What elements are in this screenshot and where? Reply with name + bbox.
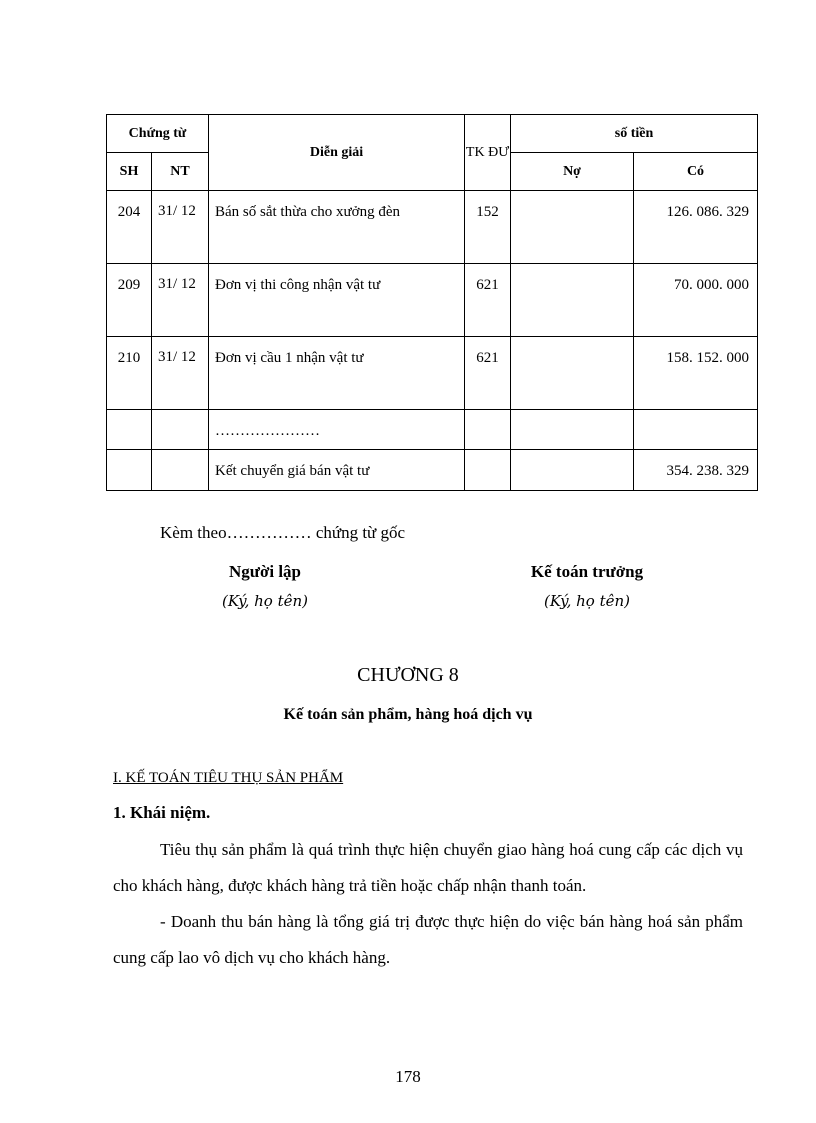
attachment-note: Kèm theo…………… chứng từ gốc xyxy=(160,523,406,542)
cell-desc: Đơn vị cầu 1 nhận vật tư xyxy=(209,337,465,410)
cell-no xyxy=(511,337,634,410)
cell-desc: Đơn vị thi công nhận vật tư xyxy=(209,264,465,337)
cell-nt xyxy=(152,450,209,491)
header-so-tien: số tiền xyxy=(511,115,758,153)
table-row xyxy=(107,264,758,337)
table-row xyxy=(107,450,758,491)
cell-no xyxy=(511,450,634,491)
preparer-signature xyxy=(200,562,330,610)
section-heading: I. KẾ TOÁN TIÊU THỤ SẢN PHẨM xyxy=(113,770,344,786)
header-no: Nợ xyxy=(511,153,634,191)
cell-co xyxy=(634,410,758,450)
chapter-subtitle: Kế toán sản phẩm, hàng hoá dịch vụ xyxy=(283,706,533,723)
cell-co: 126. 086. 329 xyxy=(634,191,758,264)
table-row xyxy=(107,191,758,264)
cell-tk: 152 xyxy=(465,191,511,264)
cell-nt: 31/ 12 xyxy=(152,337,209,410)
preparer-role: Người lập xyxy=(228,562,302,581)
cell-tk xyxy=(465,410,511,450)
cell-sh: 204 xyxy=(107,191,152,264)
cell-sh xyxy=(107,410,152,450)
cell-no xyxy=(511,410,634,450)
cell-co: 354. 238. 329 xyxy=(634,450,758,491)
header-co: Có xyxy=(634,153,758,191)
cell-co: 158. 152. 000 xyxy=(634,337,758,410)
cell-sh: 209 xyxy=(107,264,152,337)
cell-tk: 621 xyxy=(465,337,511,410)
cell-nt xyxy=(152,410,209,450)
cell-desc: Kết chuyển giá bán vật tư xyxy=(209,450,465,491)
paragraph xyxy=(113,832,743,904)
cell-sh: 210 xyxy=(107,337,152,410)
cell-co: 70. 000. 000 xyxy=(634,264,758,337)
cell-nt: 31/ 12 xyxy=(152,264,209,337)
header-sh: SH xyxy=(107,153,152,191)
header-tk-doi-ung: TK ĐƯ xyxy=(465,115,511,191)
cell-desc: Bán số sắt thừa cho xưởng đèn xyxy=(209,191,465,264)
cell-tk: 621 xyxy=(465,264,511,337)
chief-accountant-signature xyxy=(512,562,662,610)
cell-sh xyxy=(107,450,152,491)
cell-no xyxy=(511,264,634,337)
paragraph xyxy=(113,904,743,976)
paragraph-text: - Doanh thu bán hàng là tổng giá trị được thực hiện do việc bán hàng hoá sản phẩm cung cấp lao vô dịch vụ cho khách hàng. xyxy=(113,912,743,967)
cell-tk xyxy=(465,450,511,491)
table-row xyxy=(107,410,758,450)
chapter-title: CHƯƠNG 8 xyxy=(357,664,459,686)
table-row xyxy=(107,337,758,410)
ledger-table xyxy=(106,114,758,491)
header-dien-giai: Diễn giải xyxy=(209,115,465,191)
cell-desc: ………………… xyxy=(209,410,465,450)
cell-nt: 31/ 12 xyxy=(152,191,209,264)
preparer-hint: (Ký, họ tên) xyxy=(222,592,308,610)
subheading: 1. Khái niệm. xyxy=(113,803,211,822)
page-number: 178 xyxy=(395,1067,421,1086)
header-nt: NT xyxy=(152,153,209,191)
cell-no xyxy=(511,191,634,264)
chief-accountant-hint: (Ký, họ tên) xyxy=(544,592,630,610)
chief-accountant-role: Kế toán trưởng xyxy=(530,562,644,581)
paragraph-text: Tiêu thụ sản phẩm là quá trình thực hiện chuyển giao hàng hoá cung cấp các dịch vụ cho khách hàng, được khách hàng trả tiền hoặc chấp nhận thanh toán. xyxy=(113,840,743,895)
header-chung-tu: Chứng từ xyxy=(107,115,209,153)
